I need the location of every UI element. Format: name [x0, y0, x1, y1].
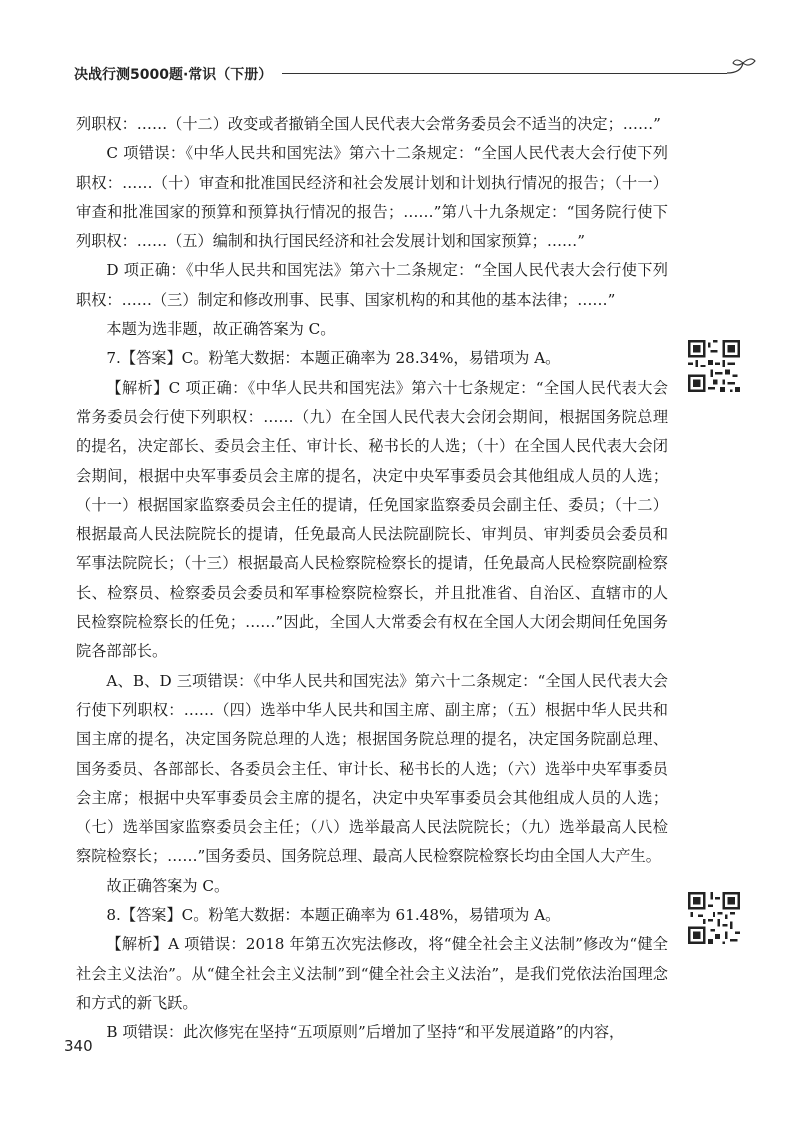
- paragraph: 列职权：……（十二）改变或者撤销全国人民代表大会常务委员会不适当的决定；……”: [76, 115, 661, 133]
- analysis-paragraph: 【解析】A 项错误：2018 年第五次宪法修改，将“健全社会主义法制”修改为“健全社会主义法治”。从“健全社会主义法制”到“健全社会主义法治”，是我们党依法治国理念和方式的新飞跃。: [76, 935, 668, 1012]
- page-body: [76, 110, 668, 1048]
- paragraph: D 项正确：《中华人民共和国宪法》第六十二条规定：“全国人民代表大会行使下列职权：……（三）制定和修改刑事、民事、国家机构的和其他的基本法律；……”: [76, 261, 668, 309]
- answer-heading: 7.【答案】C。粉笔大数据：本题正确率为 28.34%，易错项为 A。: [106, 349, 561, 368]
- paragraph: C 项错误：《中华人民共和国宪法》第六十二条规定：“全国人民代表大会行使下列职权：……（十）审查和批准国民经济和社会发展计划和计划执行情况的报告；（十一）审查和批准国家的预算和预算执行情况的报告；……”第八十九条规定：“国务院行使下列职权：……（五）编制和执行国民经济和社会发展计划和国家预算；……”: [76, 144, 668, 251]
- book-title: 决战行测5000题·常识（下册）: [74, 67, 273, 83]
- answer-heading: 8.【答案】C。粉笔大数据：本题正确率为 61.48%，易错项为 A。: [106, 906, 561, 925]
- qr-code-icon[interactable]: [688, 340, 740, 392]
- qr-code-icon[interactable]: [688, 892, 740, 944]
- paragraph: 故正确答案为 C。: [106, 876, 230, 895]
- page-number: 340: [64, 1037, 93, 1055]
- header-divider: [282, 73, 727, 74]
- sprout-leaf-icon: [724, 54, 758, 84]
- page-header: [74, 58, 754, 92]
- paragraph: A、B、D 三项错误：《中华人民共和国宪法》第六十二条规定：“全国人民代表大会行使下列职权：……（四）选举中华人民共和国主席、副主席；（五）根据中华人民共和国主席的提名，决定国务院总理的人选；根据国务院总理的提名，决定国务院副总理、国务委员、各部部长、各委员会主任、审计长、秘书长的人选；（六）选举中央军事委员会主席；根据中央军事委员会主席的提名，决定中央军事委员会其他组成人员的人选；（七）选举国家监察委员会主任；（八）选举最高人民法院院长；（九）选举最高人民检察院检察长；……”国务委员、国务院总理、最高人民检察院检察长均由全国人大产生。: [76, 671, 668, 866]
- analysis-paragraph: 【解析】C 项正确：《中华人民共和国宪法》第六十七条规定：“全国人民代表大会常务委员会行使下列职权：……（九）在全国人民代表大会闭会期间，根据国务院总理的提名，决定部长、委员会主任、审计长、秘书长的人选；（十）在全国人民代表大会闭会期间，根据中央军事委员会主席的提名，决定中央军事委员会其他组成人员的人选；（十一）根据国家监察委员会主任的提请，任免国家监察委员会副主任、委员；（十二）根据最高人民法院院长的提请，任免最高人民法院副院长、审判员、审判委员会委员和军事法院院长；（十三）根据最高人民检察院检察长的提请，任免最高人民检察院副检察长、检察员、检察委员会委员和军事检察院检察长，并且批准省、自治区、直辖市的人民检察院检察长的任免；……”因此，全国人大常委会有权在全国人大闭会期间任免国务院各部部长。: [76, 378, 668, 661]
- paragraph: B 项错误：此次修宪在坚持“五项原则”后增加了坚持“和平发展道路”的内容，: [106, 1023, 625, 1042]
- paragraph: 本题为选非题，故正确答案为 C。: [106, 320, 336, 339]
